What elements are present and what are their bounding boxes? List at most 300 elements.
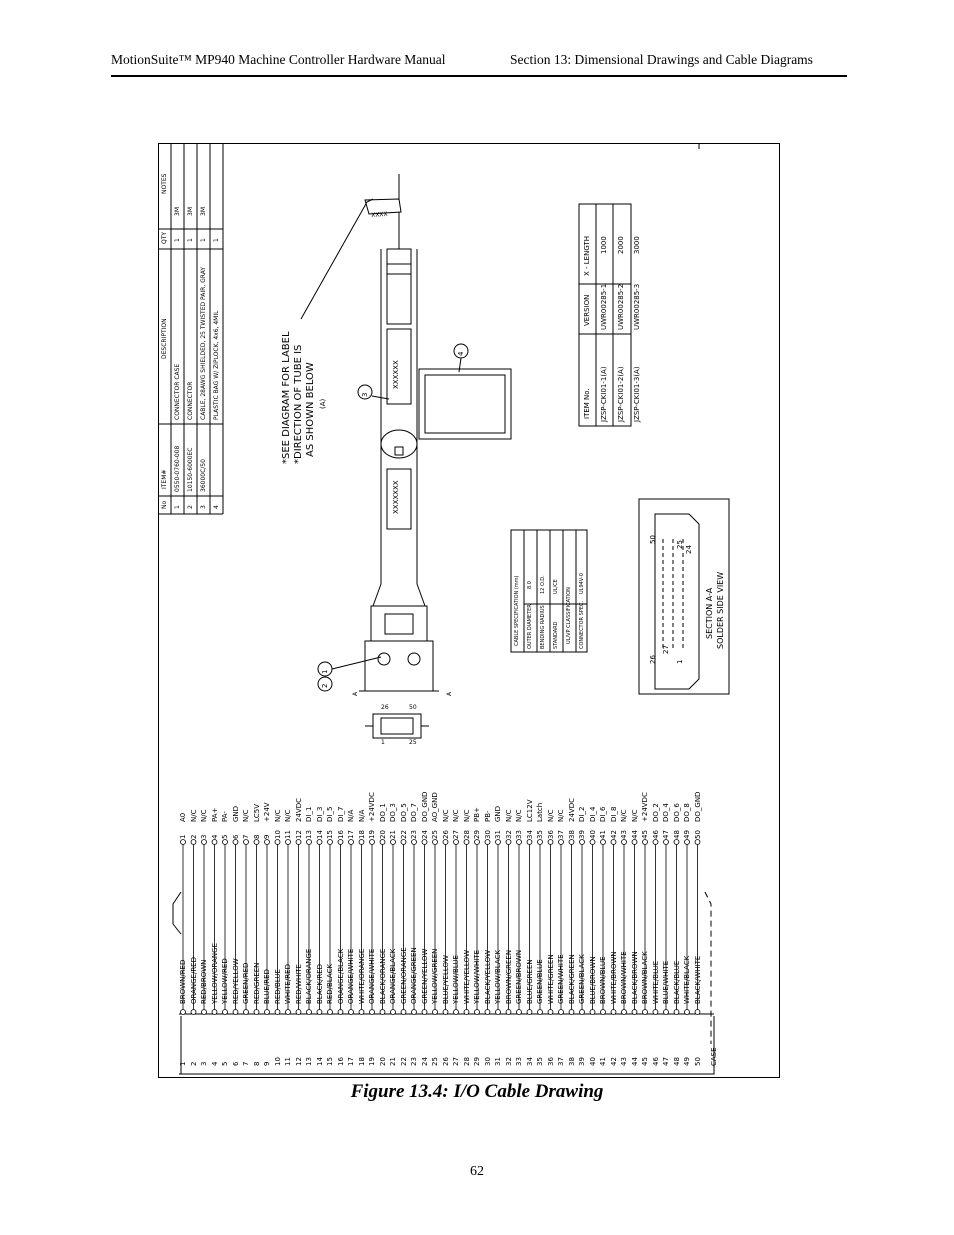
pinout-row-46-pin-left: 46	[651, 1057, 660, 1066]
pinout-row-13-signal: DI_1	[305, 806, 313, 822]
pinout-row-43-signal: N/C	[620, 809, 628, 822]
pinout-terminal-14-right	[317, 840, 322, 845]
pinout-terminal-36-right	[548, 840, 553, 845]
pinout-row-10-color: RED/BLUE	[273, 969, 282, 1004]
pinout-row-23-pin-left: 23	[410, 1057, 418, 1066]
pinout-row-10-signal: N/C	[273, 809, 282, 822]
version-row-1-item: JZSP-CKI01-1(A)	[600, 366, 608, 422]
pinout-row-45-pin-left: 45	[641, 1057, 649, 1066]
pinout-terminal-17-left	[349, 1010, 354, 1015]
pinout-row-5-color: YELLOW/RED	[221, 958, 229, 1004]
pinout-row-26-pin-left: 26	[441, 1057, 450, 1066]
pinout-row-37-pin-left: 37	[557, 1057, 565, 1066]
pinout-terminal-48-left	[674, 1010, 679, 1015]
pinout-terminal-9-left	[265, 1010, 270, 1015]
pinout-row-10-pin-left: 10	[273, 1057, 282, 1066]
section-view-pin-1: 1	[676, 659, 684, 664]
pinout-terminal-11-left	[286, 1010, 291, 1015]
section-mark-left: A	[352, 691, 359, 696]
pinout-row-39-color: GREEN/BLACK	[578, 954, 586, 1004]
bom-row-4-no: 4	[213, 505, 220, 509]
pinout-row-46-color: WHITE/BLUE	[651, 960, 660, 1004]
spec-row-3-label: BENDING RADIUS	[540, 605, 546, 649]
version-row-2-length: 2000	[617, 236, 625, 254]
pinout-row-34-pin-left: 34	[525, 1057, 534, 1066]
pinout-terminal-27-right	[454, 840, 459, 845]
pinout-row-34-pin-right: 34	[525, 830, 534, 839]
pinout-row-25-color: YELLOW/GREEN	[431, 948, 439, 1004]
pinout-row-37-color: GREEN/WHITE	[557, 954, 565, 1004]
pinout-row-34-signal: LC12V	[525, 799, 534, 822]
pinout-row-15-color: RED/BLACK	[326, 963, 334, 1004]
pinout-row-13-color: BLACK/ORANGE	[305, 948, 313, 1004]
pinout-row-38-signal: 24VDC	[567, 798, 576, 822]
pinout-row-2-pin-left: 2	[189, 1061, 198, 1066]
section-mark-right: A	[446, 691, 453, 696]
pinout-terminal-34-left	[527, 1010, 532, 1015]
bom-row-2-item: 10150-6000EC	[187, 447, 194, 492]
pinout-terminal-16-right	[338, 840, 343, 845]
section-view-title: SECTION A-A	[705, 587, 714, 639]
pinout-row-17-pin-right: 17	[347, 830, 355, 839]
bom-header-item: ITEM#	[161, 469, 168, 489]
pinout-row-27-color: YELLOW/BLUE	[452, 955, 460, 1004]
pinout-row-4-pin-left: 4	[210, 1061, 219, 1066]
pinout-terminal-18-left	[359, 1010, 364, 1015]
pinout-row-9-pin-left: 9	[263, 1061, 271, 1066]
pinout-row-36-signal: N/C	[546, 809, 555, 822]
pinout-row-5-signal: PA-	[221, 811, 229, 822]
pinout-terminal-4-left	[212, 1010, 217, 1015]
pinout-terminal-20-right	[380, 840, 385, 845]
pinout-terminal-4-right	[212, 840, 217, 845]
pinout-row-32-pin-right: 32	[504, 830, 513, 839]
pinout-row-14-pin-left: 14	[315, 1057, 324, 1066]
pinout-row-21-pin-right: 21	[389, 830, 397, 839]
pinout-terminal-7-left	[244, 1010, 249, 1015]
pinout-row-28-pin-right: 28	[462, 830, 471, 839]
pinout-row-33-pin-left: 33	[515, 1057, 523, 1066]
pinout-row-41-pin-left: 41	[599, 1057, 607, 1066]
pinout-row-5-pin-left: 5	[221, 1061, 229, 1066]
pinout-row-18-pin-right: 18	[357, 830, 366, 839]
pinout-row-3-pin-right: 3	[200, 834, 208, 839]
pinout-row-43-color: BROWN/WHITE	[620, 951, 628, 1004]
pinout-row-30-signal: PB-	[483, 810, 492, 822]
version-row-3-length: 3000	[633, 236, 641, 254]
pinout-terminal-49-left	[685, 1010, 690, 1015]
spec-row-6-value: UL94V-0	[579, 573, 585, 594]
pinout-terminal-42-left	[611, 1010, 616, 1015]
pinout-terminal-15-left	[328, 1010, 333, 1015]
section-view-pin-26: 26	[649, 655, 657, 664]
bom-row-1-desc: CONNECTOR CASE	[174, 363, 181, 420]
pinout-row-30-pin-left: 30	[483, 1057, 492, 1066]
pinout-terminal-12-right	[296, 840, 301, 845]
pinout-row-39-pin-left: 39	[578, 1057, 586, 1066]
pinout-row-17-color: ORANGE/WHITE	[347, 948, 355, 1004]
pinout-terminal-20-left	[380, 1010, 385, 1015]
pinout-row-47-pin-right: 47	[662, 830, 670, 839]
pinout-terminal-30-right	[485, 840, 490, 845]
pinout-row-28-pin-left: 28	[462, 1057, 471, 1066]
pinout-row-31-signal: GND	[494, 805, 502, 822]
pinout-row-25-pin-left: 25	[431, 1057, 439, 1066]
pinout-row-42-color: WHITE/BROWN	[609, 951, 618, 1004]
pinout-row-47-pin-left: 47	[662, 1057, 670, 1066]
pinout-row-50-color: BLACK/WHITE	[693, 955, 702, 1004]
pinout-row-34-color: BLUE/GREEN	[525, 959, 534, 1004]
pinout-row-41-signal: DI_6	[599, 806, 607, 822]
pinout-terminal-6-right	[233, 840, 238, 845]
pinout-terminal-13-left	[307, 1010, 312, 1015]
pinout-row-48-pin-left: 48	[672, 1057, 681, 1066]
pinout-row-31-pin-right: 31	[494, 830, 502, 839]
pinout-row-27-pin-right: 27	[452, 830, 460, 839]
pinout-row-29-pin-right: 29	[473, 830, 481, 839]
pinout-terminal-31-left	[496, 1010, 501, 1015]
pinout-row-24-signal: DO_GND	[420, 791, 429, 822]
pinout-row-16-pin-left: 16	[336, 1057, 345, 1066]
spec-row-2-label: OUTER DIAMETER	[527, 604, 533, 649]
pinout-row-31-pin-left: 31	[494, 1057, 502, 1066]
pinout-row-16-pin-right: 16	[336, 830, 345, 839]
pinout-row-36-pin-left: 36	[546, 1057, 555, 1066]
pinout-terminal-5-right	[223, 840, 228, 845]
version-header-item: ITEM No.	[583, 388, 591, 419]
pinout-row-3-signal: N/C	[200, 809, 208, 822]
pinout-row-12-signal: 24VDC	[294, 798, 303, 822]
pinout-terminal-48-right	[674, 840, 679, 845]
pinout-row-16-color: ORANGE/BLACK	[336, 948, 345, 1004]
pinout-row-7-pin-right: 7	[242, 834, 250, 839]
pinout-row-25-signal: AO_GND	[431, 792, 439, 822]
pinout-row-29-color: YELLOW/WHITE	[473, 950, 481, 1004]
pinout-row-12-pin-left: 12	[294, 1057, 303, 1066]
pinout-row-33-pin-right: 33	[515, 830, 523, 839]
pinout-terminal-9-right	[265, 840, 270, 845]
connector-face-pin-1: 1	[381, 739, 385, 746]
pinout-row-44-color: BLACK/BROWN	[630, 951, 639, 1004]
pinout-terminal-19-right	[370, 840, 375, 845]
pinout-row-38-color: BLACK/GREEN	[567, 954, 576, 1004]
balloon-3: 3	[361, 392, 369, 397]
pinout-row-26-color: BLUE/YELLOW	[441, 955, 450, 1004]
pinout-row-27-pin-left: 27	[452, 1057, 460, 1066]
balloon-2: 2	[321, 683, 329, 688]
pinout-row-29-pin-left: 29	[473, 1057, 481, 1066]
pinout-terminal-47-left	[664, 1010, 669, 1015]
pinout-row-19-pin-left: 19	[368, 1057, 376, 1066]
pinout-terminal-24-left	[422, 1010, 427, 1015]
pinout-row-32-signal: N/C	[504, 809, 513, 822]
spec-row-5-label: UL/VP CLASSIFICATION	[566, 587, 572, 644]
pinout-row-45-color: BROWN/BLACK	[641, 951, 649, 1004]
spec-row-2-value: 8.0	[527, 581, 533, 589]
pinout-row-6-pin-left: 6	[231, 1061, 240, 1066]
pinout-row-32-color: BROWN/GREEN	[504, 949, 513, 1004]
pinout-terminal-41-right	[601, 840, 606, 845]
bom-row-1-no: 1	[174, 505, 181, 509]
pinout-row-50-pin-left: 50	[693, 1057, 702, 1066]
pinout-terminal-23-right	[412, 840, 417, 845]
pinout-row-36-pin-right: 36	[546, 830, 555, 839]
pinout-row-49-pin-right: 49	[683, 830, 691, 839]
pinout-row-26-pin-right: 26	[441, 830, 450, 839]
pinout-row-49-pin-left: 49	[683, 1057, 691, 1066]
pinout-row-20-color: BLACK/ORANGE	[378, 948, 387, 1004]
pinout-row-8-color: RED/GREEN	[252, 962, 261, 1004]
cable-drawing	[159, 144, 779, 1077]
pinout-terminal-10-right	[275, 840, 280, 845]
pinout-terminal-45-left	[643, 1010, 648, 1015]
pinout-row-35-signal: Latch	[536, 802, 544, 822]
pinout-terminal-2-left	[191, 1010, 196, 1015]
pinout-terminal-23-left	[412, 1010, 417, 1015]
pinout-terminal-31-right	[496, 840, 501, 845]
cable-drawing-frame	[158, 143, 780, 1078]
pinout-row-40-pin-right: 40	[588, 830, 597, 839]
pinout-terminal-13-right	[307, 840, 312, 845]
pinout-terminal-43-left	[622, 1010, 627, 1015]
pinout-row-30-pin-right: 30	[483, 830, 492, 839]
pinout-row-2-pin-right: 2	[189, 834, 198, 839]
pinout-terminal-25-right	[433, 840, 438, 845]
pinout-row-28-signal: N/C	[462, 809, 471, 822]
connector-face-pin-26: 26	[381, 704, 389, 711]
pinout-row-38-pin-right: 38	[567, 830, 576, 839]
cable-note-dimension: (A)	[319, 398, 327, 409]
pinout-row-6-pin-right: 6	[231, 834, 240, 839]
pinout-row-40-pin-left: 40	[588, 1057, 597, 1066]
pinout-terminal-27-left	[454, 1010, 459, 1015]
pinout-row-36-color: WHITE/GREEN	[546, 954, 555, 1004]
pinout-terminal-32-left	[506, 1010, 511, 1015]
pinout-row-21-color: ORANGE/BLACK	[389, 948, 397, 1004]
version-row-3-version: UWR00285-3	[633, 283, 641, 330]
pinout-row-3-pin-left: 3	[200, 1061, 208, 1066]
bom-row-3-item: 36000C/50	[200, 459, 207, 492]
pinout-terminal-32-right	[506, 840, 511, 845]
pinout-row-21-signal: DO_3	[389, 803, 397, 822]
pinout-terminal-2-right	[191, 840, 196, 845]
pinout-terminal-39-left	[580, 1010, 585, 1015]
spec-row-4-label: STANDARD	[553, 621, 559, 649]
section-view-pin-27: 27	[662, 645, 670, 654]
pinout-row-48-signal: DO_6	[672, 803, 681, 822]
pinout-terminal-19-left	[370, 1010, 375, 1015]
pinout-row-13-pin-right: 13	[305, 830, 313, 839]
header-manual-title: MotionSuite™ MP940 Machine Controller Hardware Manual	[111, 52, 446, 67]
pinout-row-29-signal: PB+	[473, 807, 481, 822]
pinout-terminal-22-right	[401, 840, 406, 845]
pinout-row-1-pin-left: 1	[179, 1061, 187, 1066]
pinout-row-18-color: WHITE/ORANGE	[357, 948, 366, 1004]
pinout-terminal-28-left	[464, 1010, 469, 1015]
pinout-terminal-45-right	[643, 840, 648, 845]
pinout-terminal-15-right	[328, 840, 333, 845]
pinout-row-1-pin-right: 1	[179, 834, 187, 839]
pinout-row-45-signal: +24VDC	[641, 792, 649, 822]
label-sleeve-text: XXXXXX	[392, 360, 400, 389]
pinout-row-41-color: BROWN/BLUE	[599, 956, 607, 1004]
pinout-row-4-signal: PA+	[210, 807, 219, 822]
pinout-row-49-color: WHITE/BLACK	[683, 955, 691, 1004]
pinout-terminal-16-left	[338, 1010, 343, 1015]
pinout-row-42-pin-left: 42	[609, 1057, 618, 1066]
pinout-row-27-signal: N/C	[452, 809, 460, 822]
section-view-pin-50: 50	[649, 535, 657, 544]
pinout-row-19-color: ORANGE/WHITE	[368, 948, 376, 1004]
pinout-row-31-color: YELLOW/BLACK	[494, 949, 502, 1004]
pinout-row-11-pin-left: 11	[284, 1057, 292, 1066]
pinout-row-28-color: WHITE/YELLOW	[462, 950, 471, 1004]
pinout-terminal-25-left	[433, 1010, 438, 1015]
bom-header-notes: NOTES	[161, 173, 168, 194]
pinout-row-15-signal: DI_5	[326, 806, 334, 822]
pinout-row-30-color: BLACK/YELLOW	[483, 949, 492, 1004]
pinout-row-9-pin-right: 9	[263, 834, 271, 839]
pinout-row-48-color: BLACK/BLUE	[672, 960, 681, 1004]
pinout-row-42-signal: DI_8	[609, 806, 618, 822]
pinout-terminal-26-left	[443, 1010, 448, 1015]
bom-row-2-desc: CONNECTOR	[187, 381, 194, 420]
bom-header-no: No	[161, 500, 168, 509]
version-header-version: VERSION	[583, 294, 591, 326]
pinout-row-24-color: GREEN/YELLOW	[420, 948, 429, 1004]
pinout-row-50-pin-right: 50	[693, 830, 702, 839]
pinout-terminal-8-right	[254, 840, 259, 845]
bom-row-4-qty: 1	[213, 238, 220, 242]
pinout-row-11-color: WHITE/RED	[284, 964, 292, 1004]
pinout-row-6-color: RED/YELLOW	[231, 958, 240, 1004]
pinout-row-8-pin-right: 8	[252, 834, 261, 839]
pinout-row-42-pin-right: 42	[609, 830, 618, 839]
pinout-row-46-signal: DO_2	[651, 803, 660, 822]
pinout-row-22-signal: DO_5	[399, 803, 408, 822]
connector-face-pin-25: 25	[409, 739, 417, 746]
pinout-terminal-30-left	[485, 1010, 490, 1015]
pinout-terminal-36-left	[548, 1010, 553, 1015]
pinout-row-14-signal: DI_3	[315, 806, 324, 822]
pinout-row-8-pin-left: 8	[252, 1061, 261, 1066]
bom-row-3-qty: 1	[200, 238, 207, 242]
pinout-row-10-pin-right: 10	[273, 830, 282, 839]
bom-row-2-notes: 3M	[187, 207, 194, 216]
pinout-row-9-color: BLUE/RED	[263, 969, 271, 1004]
pinout-terminal-26-right	[443, 840, 448, 845]
pinout-row-45-pin-right: 45	[641, 830, 649, 839]
pinout-terminal-33-right	[517, 840, 522, 845]
version-row-1-version: UWR00285-1	[600, 283, 608, 330]
pinout-row-33-signal: N/C	[515, 809, 523, 822]
pinout-terminal-39-right	[580, 840, 585, 845]
bom-row-2-qty: 1	[187, 238, 194, 242]
section-view-pin-25: 25	[676, 540, 684, 549]
pinout-row-25-pin-right: 25	[431, 830, 439, 839]
version-row-1-length: 1000	[600, 236, 608, 254]
pinout-row-17-pin-left: 17	[347, 1057, 355, 1066]
pinout-row-33-color: GREEN/BROWN	[515, 949, 523, 1004]
bom-row-3-no: 3	[200, 505, 207, 509]
pinout-row-43-pin-left: 43	[620, 1057, 628, 1066]
bom-row-2-no: 2	[187, 505, 194, 509]
pinout-terminal-22-left	[401, 1010, 406, 1015]
pinout-row-44-signal: N/C	[630, 809, 639, 822]
pinout-row-40-color: BLUE/BROWN	[588, 956, 597, 1004]
pinout-row-37-pin-right: 37	[557, 830, 565, 839]
pinout-row-35-color: GREEN/BLUE	[536, 959, 544, 1004]
pinout-terminal-5-left	[223, 1010, 228, 1015]
pinout-row-11-pin-right: 11	[284, 830, 292, 839]
pinout-row-7-pin-left: 7	[242, 1061, 250, 1066]
balloon-1: 1	[321, 669, 329, 674]
pinout-row-22-color: GREEN/ORANGE	[399, 947, 408, 1004]
pinout-row-23-pin-right: 23	[410, 830, 418, 839]
bom-row-1-qty: 1	[174, 238, 181, 242]
pinout-terminal-34-right	[527, 840, 532, 845]
pinout-row-2-color: ORANGE/RED	[189, 957, 198, 1004]
header-section-title: Section 13: Dimensional Drawings and Cable Diagrams	[510, 52, 813, 67]
pinout-row-14-pin-right: 14	[315, 830, 324, 839]
bom-row-3-desc: CABLE, 28AWG SHIELDED, 25 TWISTED PAIR, GRAY	[200, 267, 207, 420]
pinout-terminal-7-right	[244, 840, 249, 845]
pinout-terminal-1-left	[181, 1010, 186, 1015]
balloon-4: 4	[457, 351, 465, 356]
section-view-subtitle: SOLDER SIDE VIEW	[716, 571, 725, 649]
pinout-terminal-11-right	[286, 840, 291, 845]
pinout-terminal-38-left	[569, 1010, 574, 1015]
pinout-row-43-pin-right: 43	[620, 830, 628, 839]
pinout-row-20-pin-left: 20	[378, 1057, 387, 1066]
pinout-terminal-8-left	[254, 1010, 259, 1015]
pinout-row-32-pin-left: 32	[504, 1057, 513, 1066]
pinout-row-40-signal: DI_4	[588, 806, 597, 822]
label-tag-text: XXXX	[371, 210, 388, 219]
spec-row-1-label: CABLE SPECIFICATION (mm)	[514, 575, 520, 646]
pinout-terminal-21-left	[391, 1010, 396, 1015]
pinout-terminal-28-right	[464, 840, 469, 845]
pinout-terminal-35-left	[538, 1010, 543, 1015]
section-view-pin-24: 24	[685, 545, 693, 554]
pinout-terminal-21-right	[391, 840, 396, 845]
pinout-row-41-pin-right: 41	[599, 830, 607, 839]
pinout-row-37-signal: N/C	[557, 809, 565, 822]
pinout-terminal-40-right	[590, 840, 595, 845]
bom-row-1-item: 0550-0760-008	[174, 445, 181, 492]
pinout-terminal-10-left	[275, 1010, 280, 1015]
pinout-terminal-49-right	[685, 840, 690, 845]
pinout-terminal-50-right	[695, 840, 700, 845]
pinout-terminal-37-left	[559, 1010, 564, 1015]
pinout-terminal-40-left	[590, 1010, 595, 1015]
pinout-row-44-pin-left: 44	[630, 1057, 639, 1066]
pinout-row-24-pin-right: 24	[420, 830, 429, 839]
pinout-row-39-signal: DI_2	[578, 806, 586, 822]
figure-caption: Figure 13.4: I/O Cable Drawing	[350, 1081, 604, 1102]
pinout-row-7-signal: N/C	[242, 809, 250, 822]
pinout-row-48-pin-right: 48	[672, 830, 681, 839]
pinout-terminal-46-right	[653, 840, 658, 845]
pinout-terminal-37-right	[559, 840, 564, 845]
pinout-terminal-1-right	[181, 840, 186, 845]
pinout-row-49-signal: DO_8	[683, 803, 691, 822]
pinout-terminal-18-right	[359, 840, 364, 845]
pinout-row-8-signal: LC5V	[252, 803, 261, 822]
pinout-row-12-pin-right: 12	[294, 830, 303, 839]
version-header-length: X - LENGTH	[583, 235, 591, 276]
spec-row-6-label: CONNECTOR SPEC.	[579, 600, 585, 649]
